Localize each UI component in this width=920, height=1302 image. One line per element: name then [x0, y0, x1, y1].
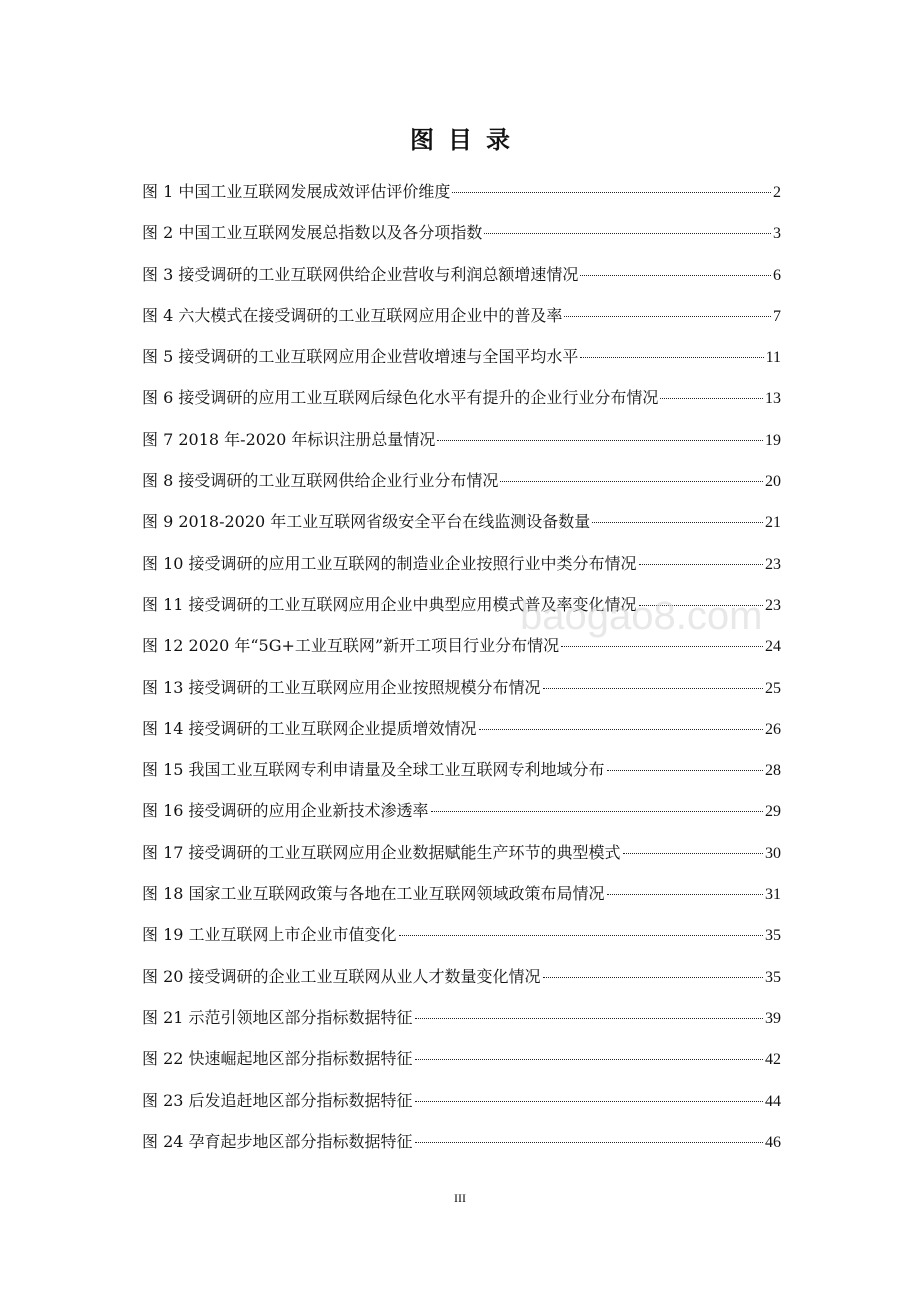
toc-entry[interactable] [142, 1085, 781, 1126]
toc-entry-label: 图 1 中国工业互联网发展成效评估评价维度 [142, 182, 451, 201]
toc-entry[interactable] [142, 1002, 781, 1043]
toc-entry-label: 图 17 接受调研的工业互联网应用企业数据赋能生产环节的典型模式 [142, 842, 621, 862]
toc-entry-label: 图 20 接受调研的企业工业互联网从业人才数量变化情况 [142, 966, 541, 986]
toc-entry-page-number: 7 [773, 307, 781, 325]
toc-entry-label: 图 24 孕育起步地区部分指标数据特征 [142, 1131, 413, 1151]
dot-leader [592, 522, 763, 523]
toc-entry-page-number: 39 [765, 1009, 781, 1027]
dot-leader [415, 1101, 763, 1102]
toc-entry[interactable] [142, 795, 781, 836]
toc-entry[interactable] [142, 961, 781, 1002]
toc-entry[interactable] [142, 424, 781, 465]
toc-entry[interactable] [142, 259, 781, 300]
toc-entry-page-number: 24 [765, 638, 781, 656]
toc-entry-page-number: 21 [765, 514, 781, 532]
toc-entry[interactable] [142, 341, 781, 382]
dot-leader [399, 935, 763, 936]
toc-entry[interactable] [142, 1126, 781, 1167]
dot-leader [452, 192, 771, 193]
toc-entry-page-number: 13 [765, 390, 781, 408]
toc-entry[interactable] [142, 837, 781, 878]
toc-entry-label: 图 13 接受调研的工业互联网应用企业按照规模分布情况 [142, 677, 541, 697]
toc-entry-page-number: 3 [773, 225, 781, 243]
dot-leader [639, 564, 763, 565]
toc-entry-label: 图 22 快速崛起地区部分指标数据特征 [142, 1049, 413, 1069]
toc-entry[interactable] [142, 382, 781, 423]
watermark: baogao8.com [520, 594, 763, 638]
toc-entry-label: 图 3 接受调研的工业互联网供给企业营收与利润总额增速情况 [142, 264, 579, 284]
dot-leader [580, 357, 763, 358]
toc-entry[interactable] [142, 630, 781, 671]
toc-entry-page-number: 35 [765, 968, 781, 986]
toc-entry[interactable] [142, 672, 781, 713]
toc-entry-label: 图 16 接受调研的应用企业新技术渗透率 [142, 801, 429, 821]
dot-leader [623, 853, 763, 854]
toc-entry[interactable] [142, 713, 781, 754]
toc-entry-label: 图 6 接受调研的应用工业互联网后绿色化水平有提升的企业行业分布情况 [142, 388, 659, 408]
toc-entry[interactable] [142, 217, 781, 258]
toc-entry-page-number: 23 [765, 555, 781, 573]
dot-leader [607, 894, 763, 895]
toc-entry-page-number: 28 [765, 762, 781, 780]
toc-entry-label: 图 10 接受调研的应用工业互联网的制造业企业按照行业中类分布情况 [142, 553, 637, 573]
toc-entry-page-number: 25 [765, 679, 781, 697]
toc-entry-label: 图 9 2018-2020 年工业互联网省级安全平台在线监测设备数量 [142, 512, 591, 532]
toc-entry[interactable] [142, 300, 781, 341]
toc-entry-page-number: 46 [765, 1133, 781, 1151]
toc-entry[interactable] [142, 506, 781, 547]
dot-leader [500, 481, 763, 482]
toc-entry-page-number: 19 [765, 431, 781, 449]
toc-entry-label: 图 2 中国工业互联网发展总指数以及各分项指数 [142, 223, 483, 243]
toc-entry-label: 图 11 接受调研的工业互联网应用企业中典型应用模式普及率变化情况 [142, 594, 637, 614]
dot-leader [479, 729, 763, 730]
toc-entry-page-number: 11 [765, 349, 781, 367]
toc-entry[interactable] [142, 589, 781, 630]
toc-entry-label: 图 18 国家工业互联网政策与各地在工业互联网领域政策布局情况 [142, 884, 605, 904]
dot-leader [415, 1059, 763, 1060]
dot-leader [431, 811, 763, 812]
dot-leader [415, 1018, 763, 1019]
toc-entry-label: 图 19 工业互联网上市企业市值变化 [142, 925, 397, 945]
dot-leader [561, 646, 763, 647]
dot-leader [543, 688, 763, 689]
toc-entry-page-number: 35 [765, 927, 781, 945]
toc-entry[interactable] [142, 176, 781, 217]
dot-leader [639, 605, 763, 606]
toc-entry-page-number: 26 [765, 720, 781, 738]
toc-entry[interactable] [142, 548, 781, 589]
toc-entry-label: 图 21 示范引领地区部分指标数据特征 [142, 1007, 413, 1027]
dot-leader [660, 398, 763, 399]
toc-entry-page-number: 23 [765, 596, 781, 614]
toc-entry-label: 图 14 接受调研的工业互联网企业提质增效情况 [142, 718, 477, 738]
toc-entry-page-number: 6 [773, 266, 781, 284]
toc-entry-page-number: 31 [765, 886, 781, 904]
dot-leader [564, 316, 771, 317]
toc-entry-label: 图 4 六大模式在接受调研的工业互联网应用企业中的普及率 [142, 305, 563, 325]
page-number: III [454, 1191, 466, 1205]
dot-leader [484, 233, 771, 234]
toc-entry-label: 图 23 后发追赶地区部分指标数据特征 [142, 1090, 413, 1110]
toc-entry-page-number: 20 [765, 473, 781, 491]
toc-entry[interactable] [142, 754, 781, 795]
toc-entry-label: 图 12 2020 年“5G+工业互联网”新开工项目行业分布情况 [142, 636, 560, 656]
dot-leader [580, 275, 771, 276]
toc-entry[interactable] [142, 1043, 781, 1084]
toc-entry-label: 图 15 我国工业互联网专利申请量及全球工业互联网专利地域分布 [142, 760, 605, 780]
toc-entry[interactable] [142, 919, 781, 960]
toc-entry-label: 图 5 接受调研的工业互联网应用企业营收增速与全国平均水平 [142, 347, 579, 367]
toc-entry-label: 图 7 2018 年-2020 年标识注册总量情况 [142, 429, 436, 449]
page-title: 图目录 [410, 125, 524, 154]
dot-leader [437, 440, 763, 441]
dot-leader [543, 977, 763, 978]
dot-leader [415, 1142, 763, 1143]
toc-entry-page-number: 29 [765, 803, 781, 821]
toc-entry-page-number: 2 [773, 184, 781, 201]
dot-leader [607, 770, 763, 771]
toc-entry-page-number: 30 [765, 844, 781, 862]
toc-entry-page-number: 42 [765, 1051, 781, 1069]
toc-entry[interactable] [142, 465, 781, 506]
toc-entry-label: 图 8 接受调研的工业互联网供给企业行业分布情况 [142, 471, 499, 491]
toc-entry-page-number: 44 [765, 1092, 781, 1110]
figure-table-of-contents [142, 176, 781, 1167]
toc-entry[interactable] [142, 878, 781, 919]
